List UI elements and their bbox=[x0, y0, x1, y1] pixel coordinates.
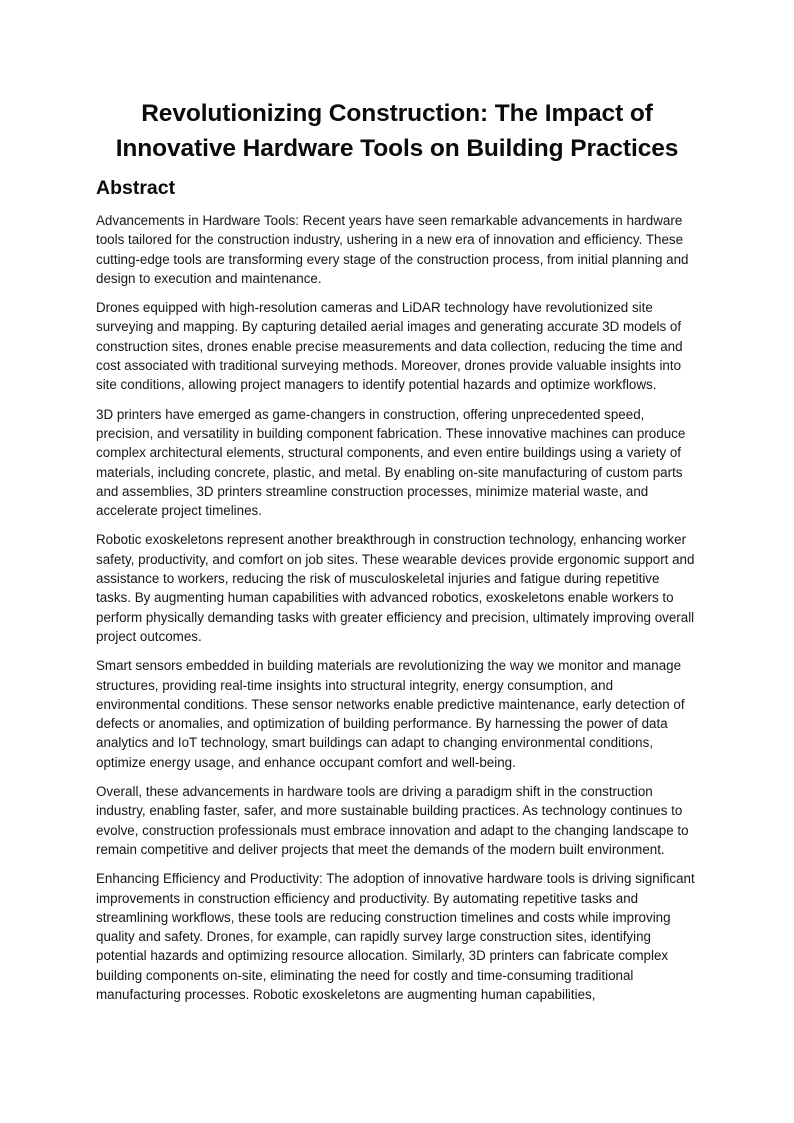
paragraph-hardware-advancements: Advancements in Hardware Tools: Recent years have seen remarkable advancements in hardware tools tailored for the construction industry, ushering in a new era of innovation and efficiency. These cutting-edge tools are transforming every stage of the construction process, from initial planning and design to execution and maintenance. bbox=[96, 213, 689, 286]
title-line-1: Revolutionizing Construction: The Impact of bbox=[141, 100, 653, 127]
paragraph-drones: Drones equipped with high-resolution cameras and LiDAR technology have revolutionized site surveying and mapping. By capturing detailed aerial images and generating accurate 3D models of construction sites, drones enable precise measurements and data collection, reducing the time and cost associated with traditional surveying methods. Moreover, drones provide valuable insights into site conditions, allowing project managers to identify potential hazards and optimize workflows. bbox=[96, 300, 683, 393]
paragraph-smart-sensors: Smart sensors embedded in building materials are revolutionizing the way we monitor and manage structures, providing real-time insights into structural integrity, energy consumption, and environmental conditions. These sensor networks enable predictive maintenance, early detection of defects or anomalies, and optimization of building performance. By harnessing the power of data analytics and IoT technology, smart buildings can adapt to changing environmental conditions, optimize energy usage, and enhance occupant comfort and well-being. bbox=[96, 658, 685, 770]
paragraph-3d-printers: 3D printers have emerged as game-changers in construction, offering unprecedented speed, precision, and versatility in building component fabrication. These innovative machines can produce complex architectural elements, structural components, and even entire buildings using a variety of materials, including concrete, plastic, and metal. By enabling on-site manufacturing of custom parts and assemblies, 3D printers streamline construction processes, minimize material waste, and accelerate project timelines. bbox=[96, 406, 686, 519]
document-title bbox=[96, 96, 698, 166]
paragraph-exoskeletons: Robotic exoskeletons represent another breakthrough in construction technology, enhancing worker safety, productivity, and comfort on job sites. These wearable devices provide ergonomic support and assistance to workers, reducing the risk of musculoskeletal injuries and fatigue during repetitive tasks. By augmenting human capabilities with advanced robotics, exoskeletons enable workers to perform physically demanding tasks with greater efficiency and precision, ultimately improving overall project outcomes. bbox=[96, 532, 695, 644]
paragraph-efficiency: Enhancing Efficiency and Productivity: The adoption of innovative hardware tools is driving significant improvements in construction efficiency and productivity. By automating repetitive tasks and streamlining workflows, these tools are reducing construction timelines and costs while improving quality and safety. Drones, for example, can rapidly survey large construction sites, identifying potential hazards and optimizing resource allocation. Similarly, 3D printers can fabricate complex building components on-site, eliminating the need for costly and time-consuming traditional manufacturing processes. Robotic exoskeletons are augmenting human capabilities, bbox=[96, 871, 695, 1002]
paragraph-overall: Overall, these advancements in hardware tools are driving a paradigm shift in the construction industry, enabling faster, safer, and more sustainable building practices. As technology continues to evolve, construction professionals must embrace innovation and adapt to the changing landscape to remain competitive and deliver projects that meet the demands of the modern built environment. bbox=[96, 784, 689, 857]
document-page bbox=[96, 96, 698, 1014]
title-line-2: Innovative Hardware Tools on Building Practices bbox=[115, 135, 679, 162]
abstract-heading: Abstract bbox=[96, 177, 176, 199]
